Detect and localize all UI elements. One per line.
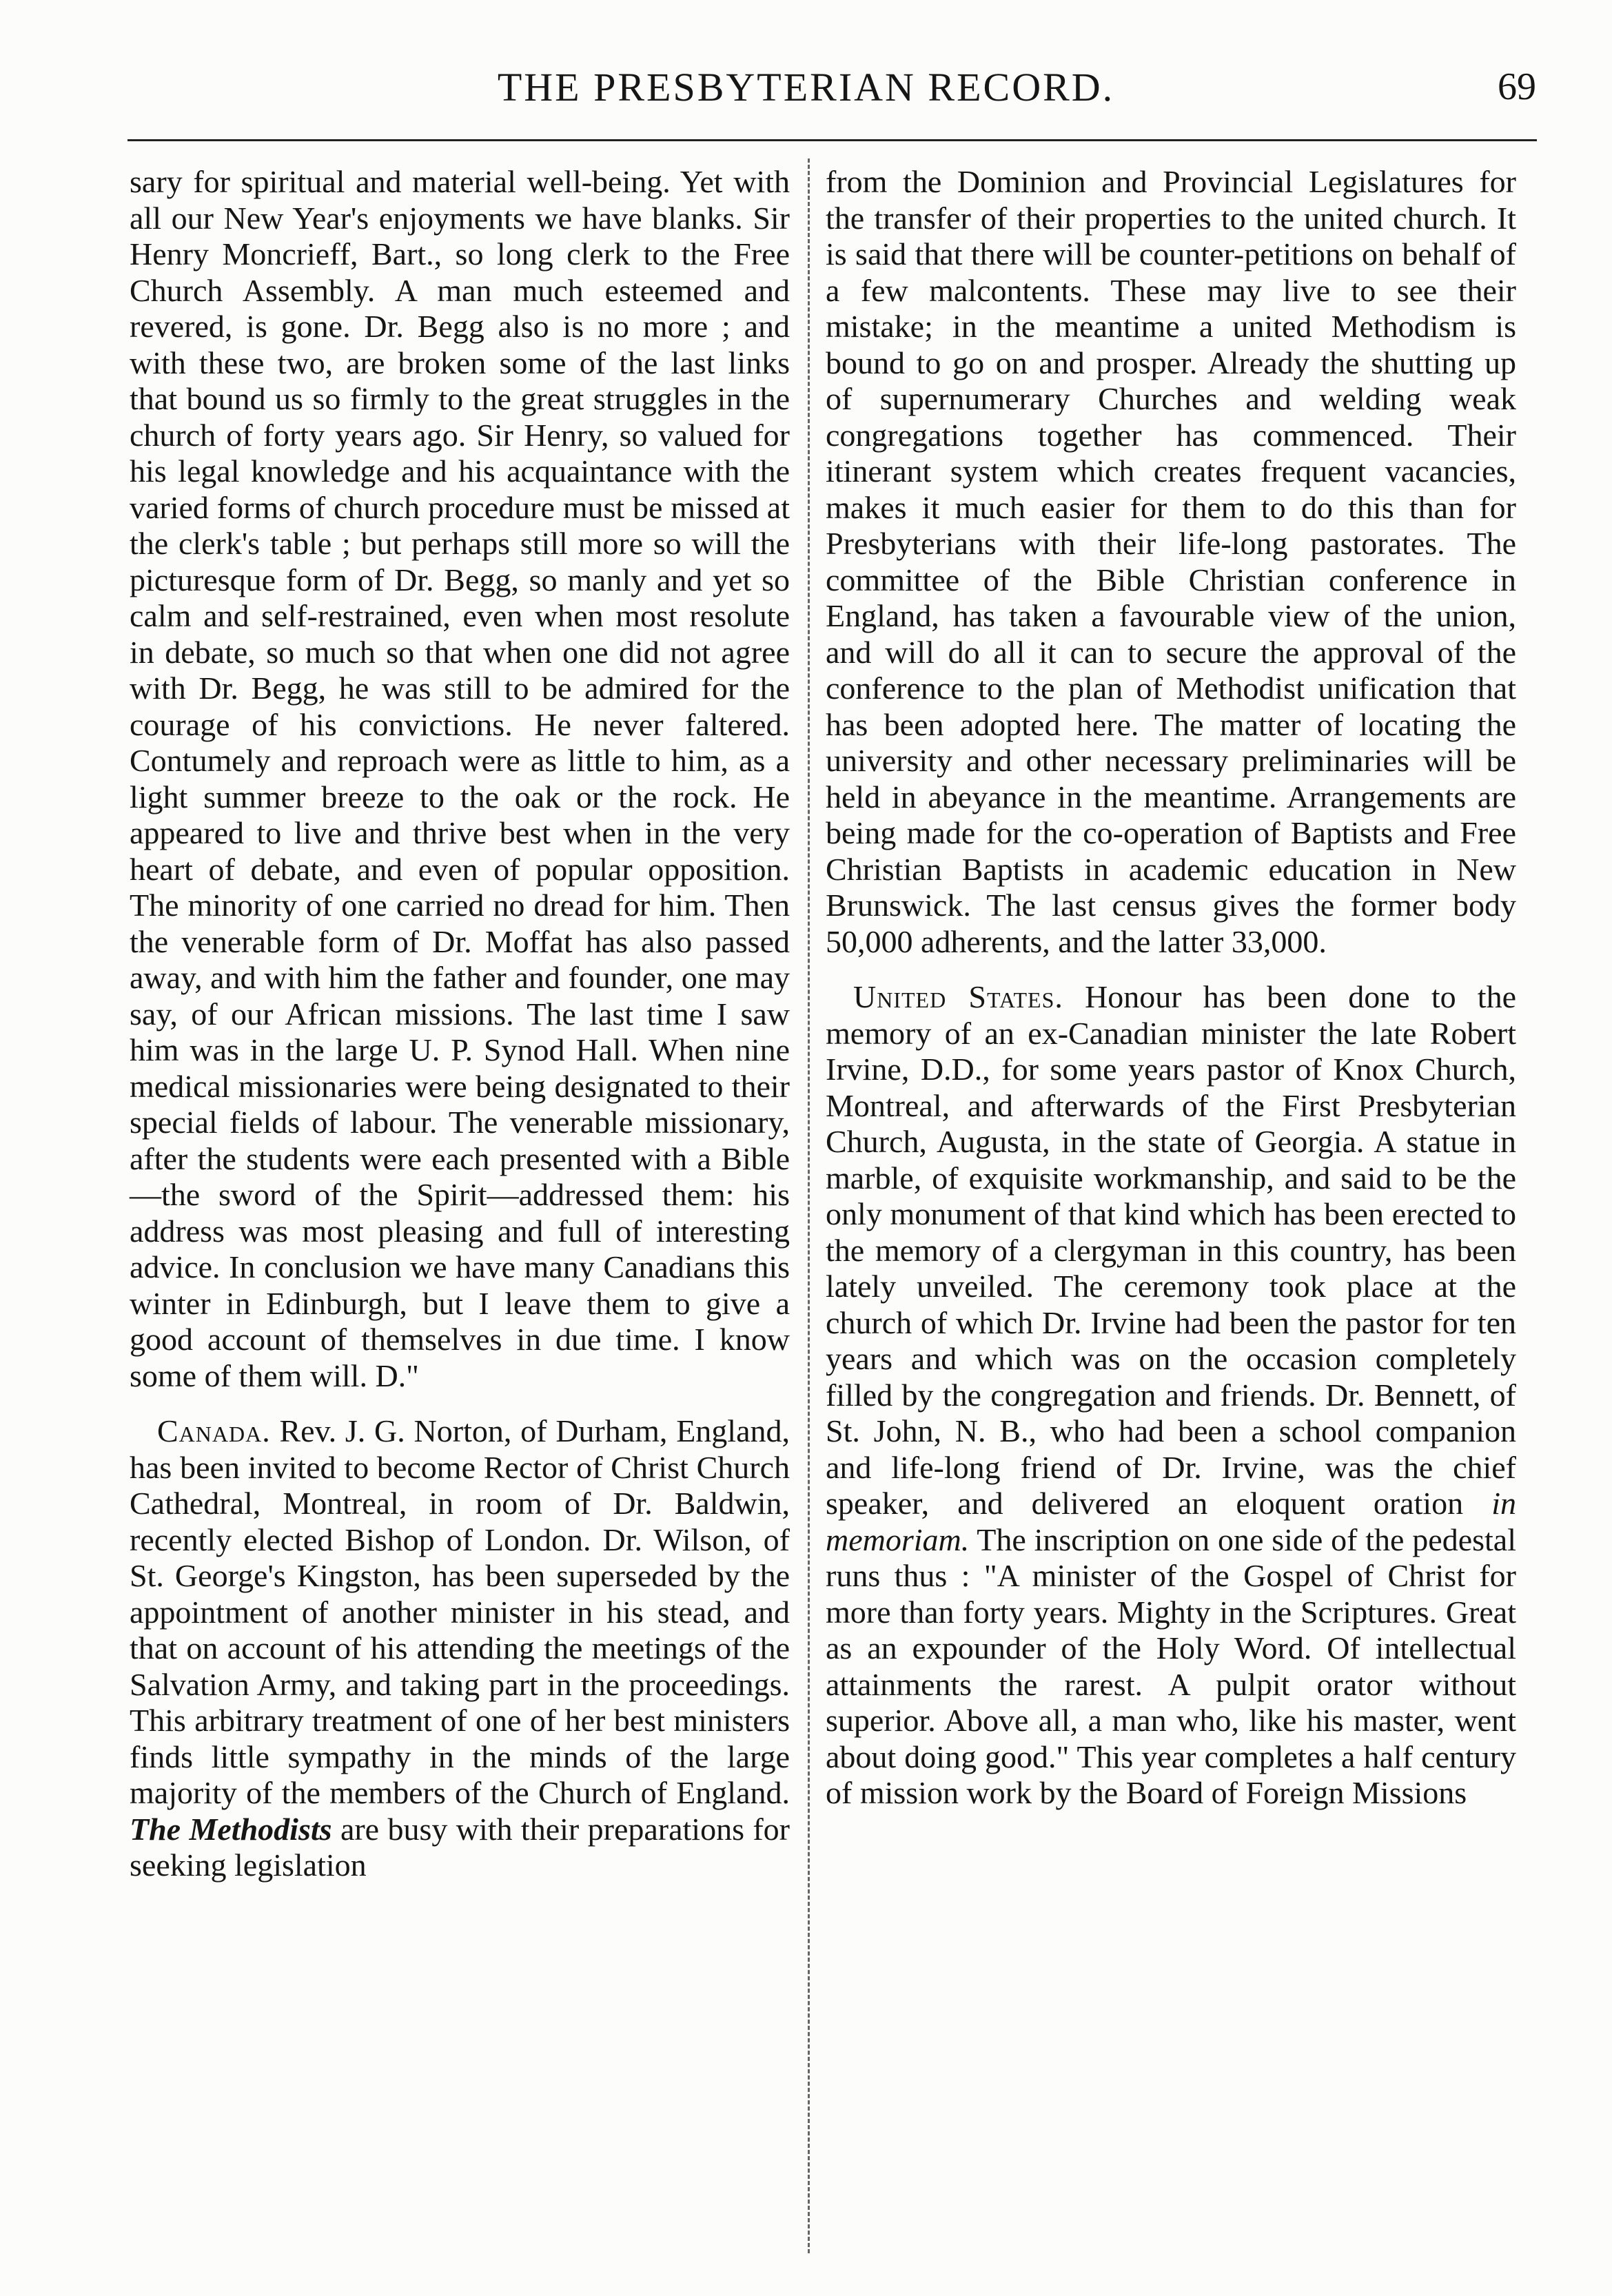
left-column xyxy=(130,164,790,1884)
page-number: 69 xyxy=(1498,65,1536,108)
united-states-paragraph xyxy=(826,979,1516,1812)
united-states-text-1: Honour has been done to the memory of an ex-Canadian minister the late Robert Irvine, D.D., for some years pastor of Knox Church, Montreal, and afterwards of the First Presbyterian Church, Augusta, in the state of Georgia. A statue in marble, of exquisite workmanship, and said to be the only monument of that kind which has been erected to the memory of a clergyman in this country, has been lately unveiled. The ceremony took place at the church of which Dr. Irvine had been the pastor for ten years and which was on the occasion completely filled by the congregation and friends. Dr. Bennett, of St. John, N. B., who had been a school companion and life-long friend of Dr. Irvine, was the chief speaker, and delivered an eloquent oration xyxy=(826,979,1516,1521)
canada-paragraph xyxy=(130,1413,790,1884)
canada-text-1: Rev. J. G. Norton, of Durham, England, has been invited to become Rector of Christ Church Cathedral, Montreal, in room of Dr. Baldwin, recently elected Bishop of London. Dr. Wilson, of St. George's Kingston, has been superseded by the appointment of another minister in his stead, and that on account of his attending the meetings of the Salvation Army, and taking part in the proceedings. This arbitrary treatment of one of her best ministers finds little sympathy in the minds of the large majority of the members of the Church of England. xyxy=(130,1413,790,1810)
header-rule xyxy=(127,139,1537,141)
united-states-text-2: The inscription on one side of the pedestal runs thus : "A minister of the Gospel of Christ for more than forty years. Mighty in the Scriptures. Great as an expounder of the Holy Word. Of intellectual attainments the rarest. A pulpit orator without superior. Above all, a man who, like his master, went about doing good." This year completes a half century of mission work by the Board of Foreign Missions xyxy=(826,1521,1516,1810)
methodists-label: The Methodists xyxy=(130,1811,332,1847)
united-states-heading: United States. xyxy=(853,979,1063,1014)
in-memoriam-text: in memoriam. xyxy=(826,1486,1516,1557)
canada-heading: Canada. xyxy=(157,1413,271,1448)
right-column xyxy=(826,164,1516,1812)
running-header-title: THE PRESBYTERIAN RECORD. xyxy=(497,65,1115,110)
column-divider xyxy=(808,158,810,2253)
canada-text-2: are busy with their preparations for seeking legislation xyxy=(130,1811,790,1883)
methodist-continuation-paragraph: from the Dominion and Provincial Legislatures for the transfer of their properties to the united church. It is said that there will be counter-petitions on behalf of a few malcontents. These may live to see their mistake; in the meantime a united Methodism is bound to go on and prosper. Already the shutting up of supernumerary Churches and welding weak congregations together has commenced. Their itinerant system which creates frequent vacancies, makes it much easier for them to do this than for Presbyterians with their life-long pastorates. The committee of the Bible Christian conference in England, has taken a favourable view of the union, and will do all it can to secure the approval of the conference to the plan of Methodist unification that has been adopted here. The matter of locating the university and other necessary preliminaries will be held in abeyance in the meantime. Arrangements are being made for the co-operation of Baptists and Free Christian Baptists in academic education in New Brunswick. The last census gives the former body 50,000 adherents, and the latter 33,000. xyxy=(826,164,1516,959)
intro-paragraph: sary for spiritual and material well-being. Yet with all our New Year's enjoyments we have blanks. Sir Henry Moncrieff, Bart., so long clerk to the Free Church Assembly. A man much esteemed and revered, is gone. Dr. Begg also is no more ; and with these two, are broken some of the last links that bound us so firmly to the great struggles in the church of forty years ago. Sir Henry, so valued for his legal knowledge and his acquaintance with the varied forms of church procedure must be missed at the clerk's table ; but perhaps still more so will the picturesque form of Dr. Begg, so manly and yet so calm and self-restrained, even when most resolute in debate, so much so that when one did not agree with Dr. Begg, he was still to be admired for the courage of his convictions. He never faltered. Contumely and reproach were as little to him, as a light summer breeze to the oak or the rock. He appeared to live and thrive best when in the very heart of debate, and even of popular opposition. The minority of one carried no dread for him. Then the venerable form of Dr. Moffat has also passed away, and with him the father and founder, one may say, of our African missions. The last time I saw him was in the large U. P. Synod Hall. When nine medical missionaries were being designated to their special fields of labour. The venerable missionary, after the students were each presented with a Bible—the sword of the Spirit—addressed them: his address was most pleasing and full of interesting advice. In conclusion we have many Canadians this winter in Edinburgh, but I leave them to give a good account of themselves in due time. I know some of them will. D." xyxy=(130,164,790,1393)
